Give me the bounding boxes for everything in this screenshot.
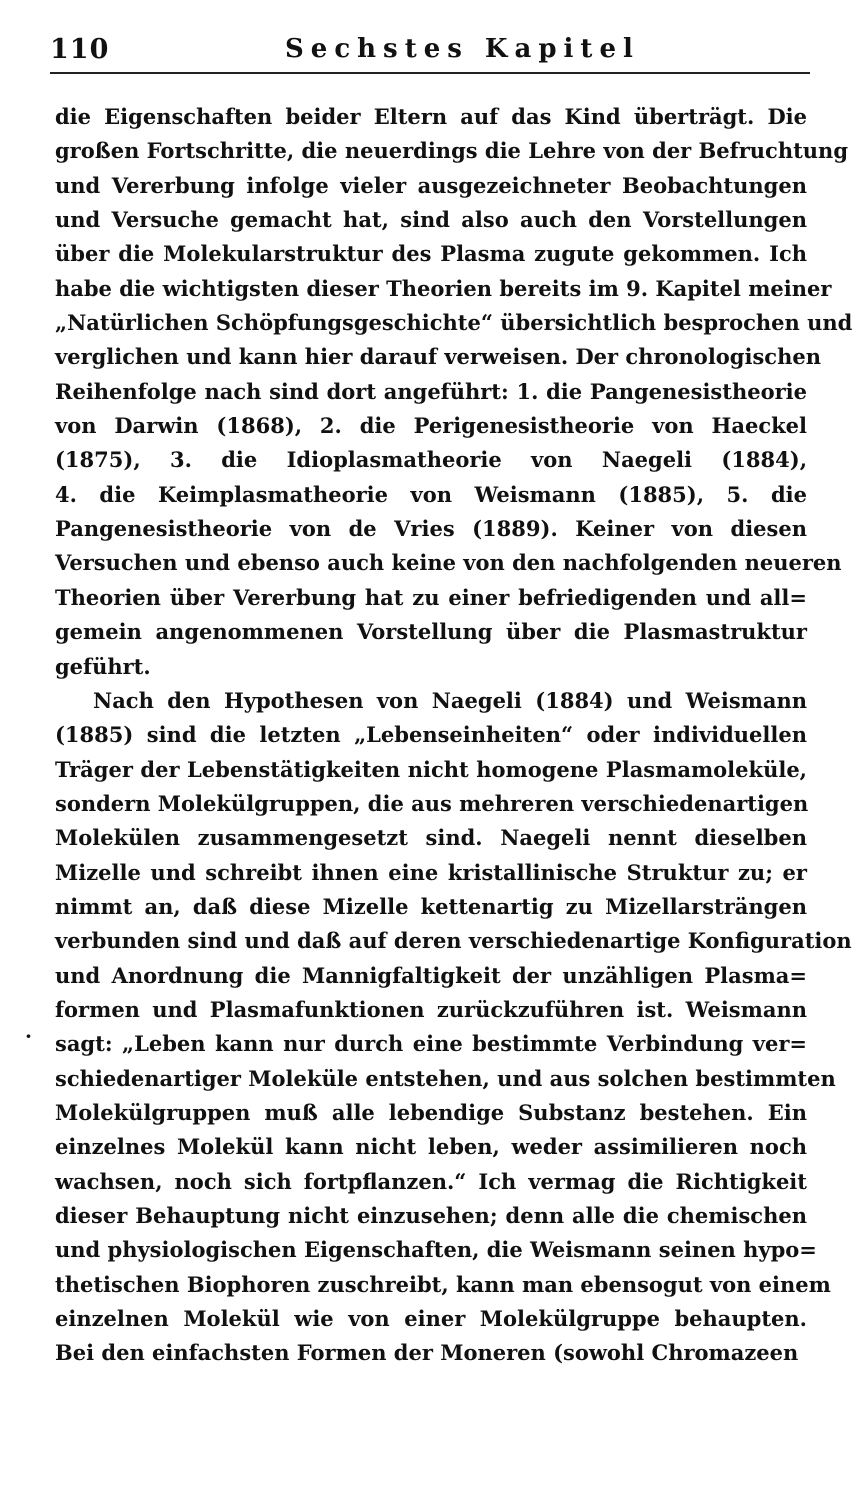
header-rule bbox=[50, 72, 810, 74]
text-line: und Anordnung die Mannigfaltigkeit der unzähligen Plasma= bbox=[55, 962, 807, 988]
text-line: Theorien über Vererbung hat zu einer befriedigenden und all= bbox=[55, 584, 807, 610]
text-line: Molekülen zusammengesetzt sind. Naegeli nennt dieselben bbox=[55, 825, 807, 851]
text-line: thetischen Biophoren zuschreibt, kann man ebensogut von einem bbox=[55, 1271, 831, 1297]
text-line: Bei den einfachsten Formen der Moneren (sowohl Chromazeen bbox=[55, 1340, 799, 1366]
text-line: sondern Molekülgruppen, die aus mehreren verschiedenartigen bbox=[55, 790, 809, 816]
text-line: sagt: „Leben kann nur durch eine bestimmte Verbindung ver= bbox=[55, 1031, 807, 1057]
text-line: formen und Plasmafunktionen zurückzuführen ist. Weismann bbox=[55, 996, 807, 1022]
text-line: 4. die Keimplasmatheorie von Weismann (1885), 5. die bbox=[55, 481, 807, 507]
text-line: und physiologischen Eigenschaften, die Weismann seinen hypo= bbox=[55, 1237, 817, 1263]
text-line: großen Fortschritte, die neuerdings die Lehre von der Befruchtung bbox=[55, 138, 849, 164]
body-text bbox=[55, 100, 853, 1371]
running-head: Sechstes Kapitel bbox=[285, 34, 640, 64]
margin-mark: · bbox=[25, 1024, 32, 1048]
text-line: und Vererbung infolge vieler ausgezeichneter Beobachtungen bbox=[55, 172, 807, 198]
page-header bbox=[50, 30, 810, 76]
text-line: von Darwin (1868), 2. die Perigenesistheorie von Haeckel bbox=[55, 413, 807, 439]
text-line: schiedenartiger Moleküle entstehen, und aus solchen bestimmten bbox=[55, 1065, 836, 1091]
text-line: einzelnes Molekül kann nicht leben, weder assimilieren noch bbox=[55, 1134, 807, 1160]
text-line: und Versuche gemacht hat, sind also auch den Vorstellungen bbox=[55, 207, 807, 233]
text-line: (1885) sind die letzten „Lebenseinheiten“ oder individuellen bbox=[55, 722, 807, 748]
text-line: die Eigenschaften beider Eltern auf das Kind überträgt. Die bbox=[55, 104, 807, 129]
paragraph bbox=[55, 100, 853, 684]
text-line: „Natürlichen Schöpfungsgeschichte“ übersichtlich besprochen und bbox=[55, 310, 853, 336]
text-line: dieser Behauptung nicht einzusehen; denn alle die chemischen bbox=[55, 1203, 807, 1228]
text-line: verbunden sind und daß auf deren verschiedenartige Konfiguration bbox=[55, 928, 852, 954]
text-line: über die Molekularstruktur des Plasma zugute gekommen. Ich bbox=[55, 241, 807, 267]
text-line: Träger der Lebenstätigkeiten nicht homogene Plasmamoleküle, bbox=[55, 756, 807, 782]
text-line: nimmt an, daß diese Mizelle kettenartig zu Mizellarsträngen bbox=[55, 893, 807, 919]
text-line: einzelnen Molekül wie von einer Molekülgruppe behaupten. bbox=[55, 1306, 807, 1332]
text-line: habe die wichtigsten dieser Theorien bereits im 9. Kapitel meiner bbox=[55, 275, 832, 301]
text-line: Pangenesistheorie von de Vries (1889). Keiner von diesen bbox=[55, 516, 807, 542]
text-line: Nach den Hypothesen von Naegeli (1884) und Weismann bbox=[93, 687, 807, 713]
page-number: 110 bbox=[50, 34, 110, 65]
text-line: Versuchen und ebenso auch keine von den nachfolgenden neueren bbox=[55, 550, 842, 576]
text-line: Reihenfolge nach sind dort angeführt: 1. die Pangenesistheorie bbox=[55, 378, 807, 404]
text-line: (1875), 3. die Idioplasmatheorie von Naegeli (1884), bbox=[55, 447, 807, 473]
paragraph bbox=[55, 684, 852, 1371]
text-line: Molekülgruppen muß alle lebendige Substanz bestehen. Ein bbox=[55, 1099, 807, 1125]
text-line: geführt. bbox=[55, 653, 151, 679]
text-line: verglichen und kann hier darauf verweisen. Der chronologischen bbox=[55, 344, 821, 370]
text-line: Mizelle und schreibt ihnen eine kristallinische Struktur zu; er bbox=[55, 859, 807, 885]
text-line: gemein angenommenen Vorstellung über die Plasmastruktur bbox=[55, 619, 807, 645]
text-line: wachsen, noch sich fortpflanzen.“ Ich vermag die Richtigkeit bbox=[55, 1168, 807, 1194]
